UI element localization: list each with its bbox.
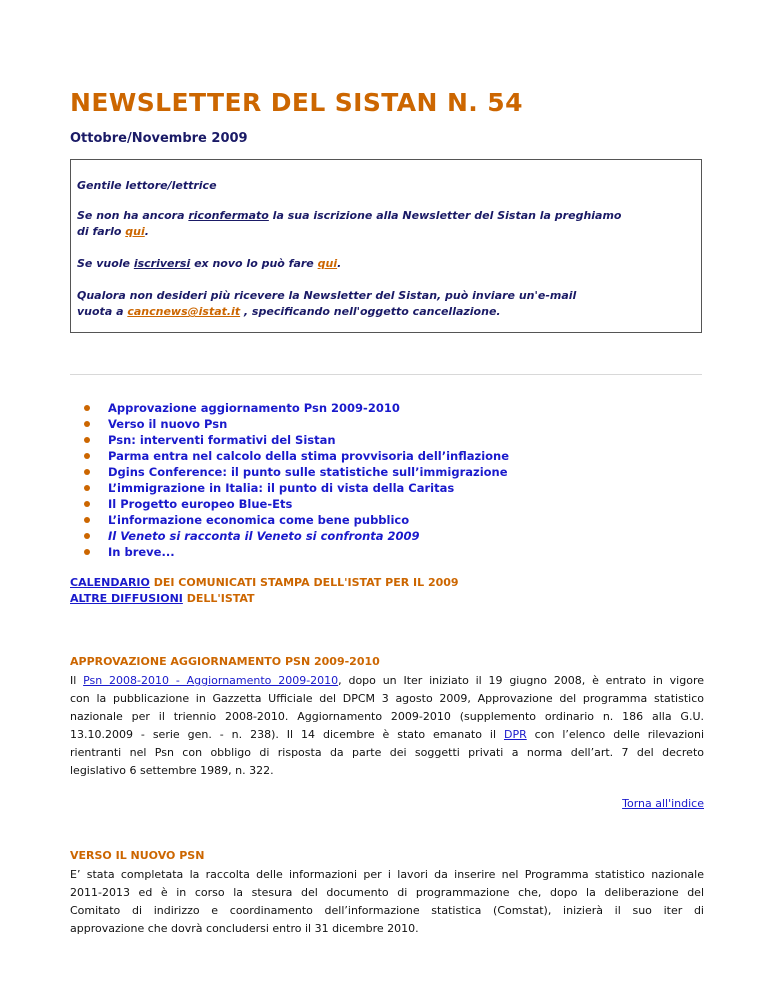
bullet-icon	[84, 485, 90, 491]
bullet-icon	[84, 549, 90, 555]
paragraph-line: 2011-2013 ed è in corso la stesura del documento di programmazione che, dopo la deliberazione del	[70, 886, 704, 899]
bullet-icon	[84, 421, 90, 427]
bullet-icon	[84, 469, 90, 475]
section-body-psn-update	[70, 672, 704, 780]
other-releases-link[interactable]: ALTRE DIFFUSIONI	[70, 592, 183, 605]
toc-item-label: Verso il nuovo Psn	[108, 417, 228, 431]
calendar-line	[70, 575, 459, 591]
notice-text: la sua iscrizione alla Newsletter del Sistan la preghiamo	[268, 209, 622, 222]
subscribe-link[interactable]: iscriversi	[133, 257, 191, 270]
toc-item[interactable]	[84, 496, 509, 512]
notice-subscribe-line	[77, 256, 341, 272]
toc-item-label: Il Progetto europeo Blue-Ets	[108, 497, 293, 511]
other-releases-caption: DELL'ISTAT	[182, 592, 255, 605]
issue-date: Ottobre/Novembre 2009	[70, 131, 248, 146]
toc-item-label: Il Veneto si racconta il Veneto si confronta 2009	[108, 529, 420, 543]
notice-text: .	[337, 257, 342, 270]
toc-item[interactable]	[84, 464, 509, 480]
paragraph-line: nazionale per il triennio 2008-2010. Aggiornamento 2009-2010 (supplemento ordinario n. 186 alla G.U.	[70, 710, 704, 723]
bullet-icon	[84, 405, 90, 411]
body-text: 13.10.2009 - serie gen. - n. 238). Il 14 dicembre è stato emanato il	[70, 728, 504, 741]
toc-item[interactable]	[84, 544, 509, 560]
notice-greeting: Gentile lettore/lettrice	[77, 179, 217, 192]
notice-text: di farlo	[77, 225, 126, 238]
toc-item[interactable]	[84, 512, 509, 528]
toc-item[interactable]	[84, 448, 509, 464]
notice-unsubscribe-line: Qualora non desideri più ricevere la Newsletter del Sistan, può inviare un'e-mail	[77, 289, 577, 302]
notice-text: ex novo lo può fare	[190, 257, 318, 270]
toc-item[interactable]	[84, 416, 509, 432]
subscription-notice-box	[70, 159, 702, 333]
section-heading-new-psn: VERSO IL NUOVO PSN	[70, 849, 205, 862]
toc-item[interactable]	[84, 480, 509, 496]
subscribe-here-link[interactable]: qui	[317, 257, 338, 270]
dpr-link[interactable]: DPR	[503, 728, 527, 741]
section-heading-psn-update: APPROVAZIONE AGGIORNAMENTO PSN 2009-2010	[70, 655, 380, 668]
bullet-icon	[84, 453, 90, 459]
section-body-new-psn	[70, 866, 704, 938]
paragraph-line: approvazione che dovrà concludersi entro il 31 dicembre 2010.	[70, 922, 419, 935]
calendar-link-caption: DEI COMUNICATI STAMPA DELL'ISTAT PER IL 2009	[149, 576, 459, 589]
body-text: con l’elenco delle rilevazioni	[526, 728, 705, 741]
paragraph-line	[70, 672, 704, 690]
reconfirm-here-link[interactable]: qui	[125, 225, 145, 238]
notice-reconfirm-line	[77, 208, 621, 224]
toc-item-label: Approvazione aggiornamento Psn 2009-2010	[108, 401, 400, 415]
reconfirm-link[interactable]: riconfermato	[188, 209, 269, 222]
toc-item-label: L’informazione economica come bene pubblico	[108, 513, 410, 527]
toc-item-label: Dgins Conference: il punto sulle statistiche sull’immigrazione	[108, 465, 508, 479]
unsubscribe-email-link[interactable]: cancnews@istat.it	[127, 305, 241, 318]
body-text: , dopo un Iter iniziato il 19 giugno 2008, è entrato in vigore	[338, 674, 704, 687]
toc-item-label: Psn: interventi formativi del Sistan	[108, 433, 336, 447]
paragraph-line: con la pubblicazione in Gazzetta Ufficiale del DPCM 3 agosto 2009, Approvazione del programma statistico	[70, 692, 704, 705]
toc-item[interactable]	[84, 432, 509, 448]
notice-unsubscribe-line-2	[77, 304, 501, 320]
calendar-link[interactable]: CALENDARIO	[70, 576, 150, 589]
paragraph-line: rientranti nel Psn con obbligo di risposta da parte dei soggetti privati a norma dell’art. 7 del decreto	[70, 746, 704, 759]
notice-reconfirm-line-2	[77, 224, 149, 240]
bullet-icon	[84, 437, 90, 443]
divider	[70, 374, 702, 375]
body-text: Il	[70, 674, 84, 687]
toc-item-label: In breve...	[108, 545, 175, 559]
paragraph-line: E’ stata completata la raccolta delle informazioni per i lavori da inserire nel Programma statistico nazionale	[70, 868, 704, 881]
back-to-index-link[interactable]: Torna all'indice	[622, 797, 704, 810]
notice-text: .	[144, 225, 149, 238]
notice-text: vuota a	[77, 305, 128, 318]
page-title: NEWSLETTER DEL SISTAN N. 54	[70, 88, 523, 117]
bullet-icon	[84, 533, 90, 539]
paragraph-line: Comitato di indirizzo e coordinamento dell’informazione statistica (Comstat), inizierà il suo iter di	[70, 904, 704, 917]
toc-item-label: Parma entra nel calcolo della stima provvisoria dell’inflazione	[108, 449, 510, 463]
toc-item[interactable]	[84, 528, 509, 544]
psn-document-link[interactable]: Psn 2008-2010 - Aggiornamento 2009-2010	[83, 674, 339, 687]
toc-item[interactable]	[84, 400, 509, 416]
table-of-contents	[84, 400, 509, 560]
toc-item-label: L’immigrazione in Italia: il punto di vista della Caritas	[108, 481, 455, 495]
notice-text: Se non ha ancora	[77, 209, 189, 222]
paragraph-line	[70, 726, 704, 744]
paragraph-line: legislativo 6 settembre 1989, n. 322.	[70, 764, 274, 777]
bullet-icon	[84, 501, 90, 507]
notice-text: Se vuole	[77, 257, 134, 270]
istat-links	[70, 575, 459, 607]
notice-text: , specificando nell'oggetto cancellazione.	[240, 305, 501, 318]
other-releases-line	[70, 591, 459, 607]
bullet-icon	[84, 517, 90, 523]
